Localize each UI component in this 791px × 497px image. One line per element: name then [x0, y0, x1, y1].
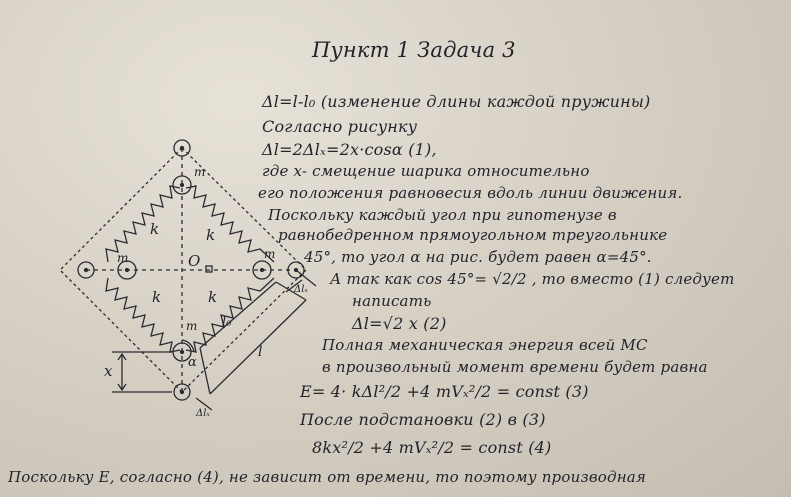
label-m-top: m [194, 165, 206, 179]
label-k-lr: k [208, 288, 218, 306]
label-x: x [104, 362, 113, 380]
line-2: Согласно рисунку [262, 117, 418, 136]
line-16: 8kx²/2 +4 mVₓ²/2 = const (4) [312, 438, 552, 457]
label-k-ll: k [152, 288, 162, 306]
label-l: l [258, 344, 263, 360]
line-1: Δl=l-l₀ (изменение длины каждой пружины) [262, 92, 651, 111]
label-center-o: O [188, 252, 201, 270]
line-17: Поскольку E, согласно (4), не зависит от времени, то поэтому производная [8, 468, 647, 486]
line-7: равнобедренном прямоугольном треугольнике [278, 226, 668, 244]
label-m-bottom: m [186, 319, 198, 333]
line-13: в произвольный момент времени будет равна [322, 358, 708, 376]
line-15: После подстановки (2) в (3) [300, 410, 546, 429]
label-k-ul: k [150, 220, 160, 238]
line-3: Δl=2Δlₓ=2x·cosα (1), [262, 140, 437, 159]
page-title: Пункт 1 Задача 3 [312, 38, 516, 62]
line-6: Поскольку каждый угол при гипотенузе в [268, 206, 617, 224]
label-dlx-upper: Δlₓ [294, 284, 308, 295]
line-9: А так как cos 45°= √2/2 , то вместо (1) следует [330, 270, 735, 288]
line-10: написать [352, 292, 432, 310]
label-m-left: m [117, 251, 129, 265]
center-marker [206, 266, 212, 272]
line-14: E= 4· kΔl²/2 +4 mVₓ²/2 = const (3) [300, 382, 589, 401]
label-k-ur: k [206, 226, 216, 244]
line-12: Полная механическая энергия всей МС [322, 336, 648, 354]
label-l0: l₀ [222, 315, 232, 330]
spring-lower-left [106, 278, 180, 352]
label-alpha: α [188, 355, 197, 370]
label-m-right: m [264, 247, 276, 261]
line-8: 45°, то угол α на рис. будет равен α=45°. [304, 248, 652, 266]
label-dlx-lower: Δlₓ [196, 408, 210, 419]
line-5: его положения равновесия вдоль линии движения. [258, 184, 683, 202]
line-4: где x- смещение шарика относительно [262, 162, 590, 180]
line-11: Δl=√2 x (2) [352, 314, 447, 333]
